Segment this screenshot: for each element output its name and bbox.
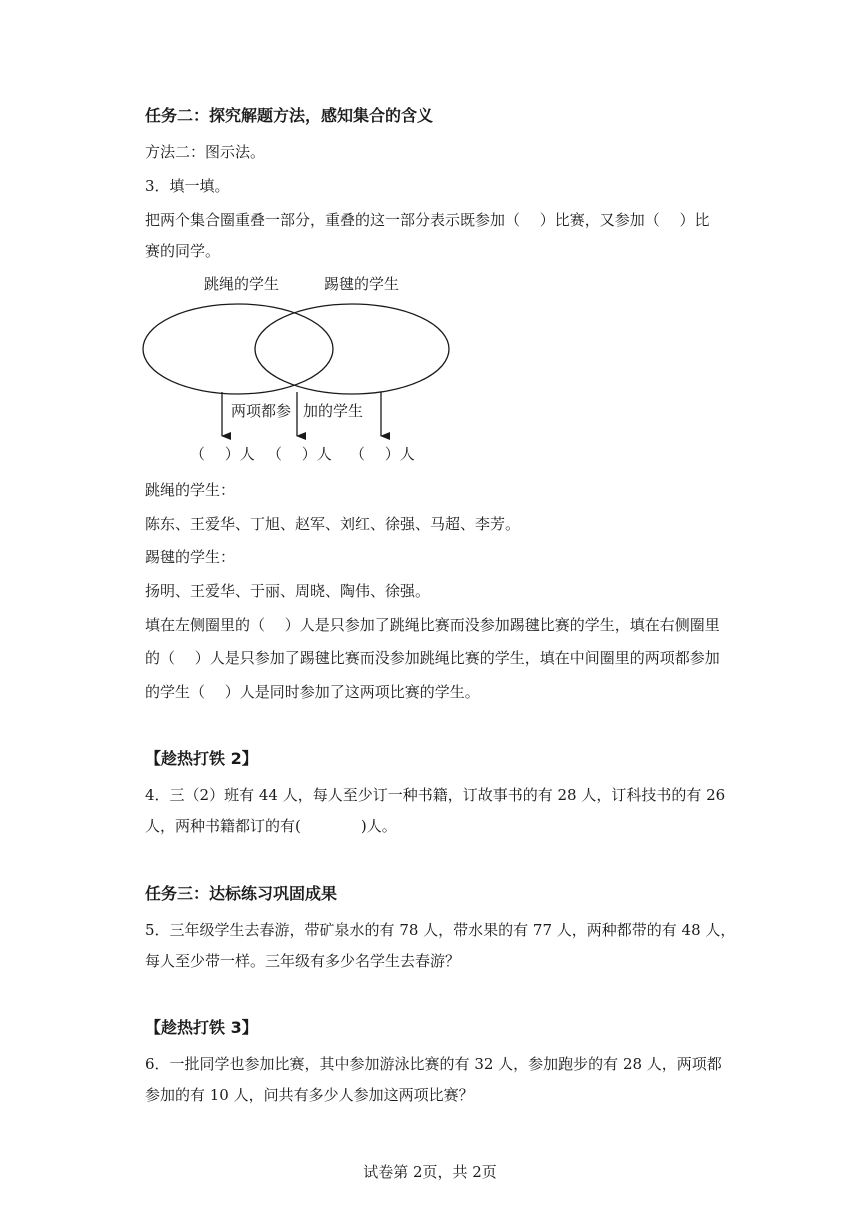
question-6-line1: 6．一批同学也参加比赛，其中参加游泳比赛的有 32 人，参加跑步的有 28 人，两项都 <box>145 1055 722 1073</box>
question-5-line1: 5．三年级学生去春游，带矿泉水的有 78 人，带水果的有 77 人，两种都带的有 48 人， <box>145 921 736 939</box>
venn-right-label: 踢毽的学生 <box>324 275 400 293</box>
venn-blank-left: （ ）人 <box>190 445 255 463</box>
question-3-label: 3．填一填。 <box>145 177 230 195</box>
shuttlecock-students-list: 扬明、王爱华、于丽、周晓、陶伟、徐强。 <box>145 582 431 600</box>
task3-heading: 任务三：达标练习巩固成果 <box>145 884 338 903</box>
rope-students-heading: 跳绳的学生： <box>145 481 236 499</box>
venn-left-circle <box>143 304 333 394</box>
venn-blank-right: （ ）人 <box>350 445 415 463</box>
venn-left-label: 跳绳的学生 <box>204 275 280 293</box>
task2-heading: 任务二：探究解题方法，感知集合的含义 <box>145 106 434 125</box>
question-3-text-line1: 把两个集合圈重叠一部分，重叠的这一部分表示既参加（ ）比赛，又参加（ ）比 <box>145 211 710 229</box>
venn-diagram <box>140 268 470 473</box>
venn-middle-label-b: 加的学生 <box>303 402 364 420</box>
practice-3-heading: 【趁热打铁 3】 <box>145 1018 258 1037</box>
venn-middle-label-a: 两项都参 <box>231 402 292 420</box>
method-label: 方法二：图示法。 <box>145 143 266 161</box>
question-4-line2: 人，两种书籍都订的有( )人。 <box>145 817 397 835</box>
page-footer: 试卷第 2页，共 2页 <box>363 1163 497 1181</box>
question-6-line2: 参加的有 10 人，问共有多少人参加这两项比赛？ <box>145 1086 474 1104</box>
fill-text-line1: 填在左侧圈里的（ ）人是只参加了跳绳比赛而没参加踢毽比赛的学生，填在右侧圈里 <box>145 616 720 634</box>
venn-blank-middle: （ ）人 <box>267 445 332 463</box>
fill-text-line2: 的（ ）人是只参加了踢毽比赛而没参加跳绳比赛的学生，填在中间圈里的两项都参加 <box>145 649 720 667</box>
shuttlecock-students-heading: 踢毽的学生： <box>145 548 236 566</box>
rope-students-list: 陈东、王爱华、丁旭、赵军、刘红、徐强、马超、李芳。 <box>145 515 521 533</box>
question-3-text-line2: 赛的同学。 <box>145 242 221 260</box>
practice-2-heading: 【趁热打铁 2】 <box>145 749 258 768</box>
question-5-line2: 每人至少带一样。三年级有多少名学生去春游？ <box>145 952 461 970</box>
venn-right-circle <box>255 304 449 394</box>
fill-text-line3: 的学生（ ）人是同时参加了这两项比赛的学生。 <box>145 683 480 701</box>
question-4-line1: 4．三（2）班有 44 人，每人至少订一种书籍，订故事书的有 28 人，订科技书的有 26 <box>145 786 726 804</box>
